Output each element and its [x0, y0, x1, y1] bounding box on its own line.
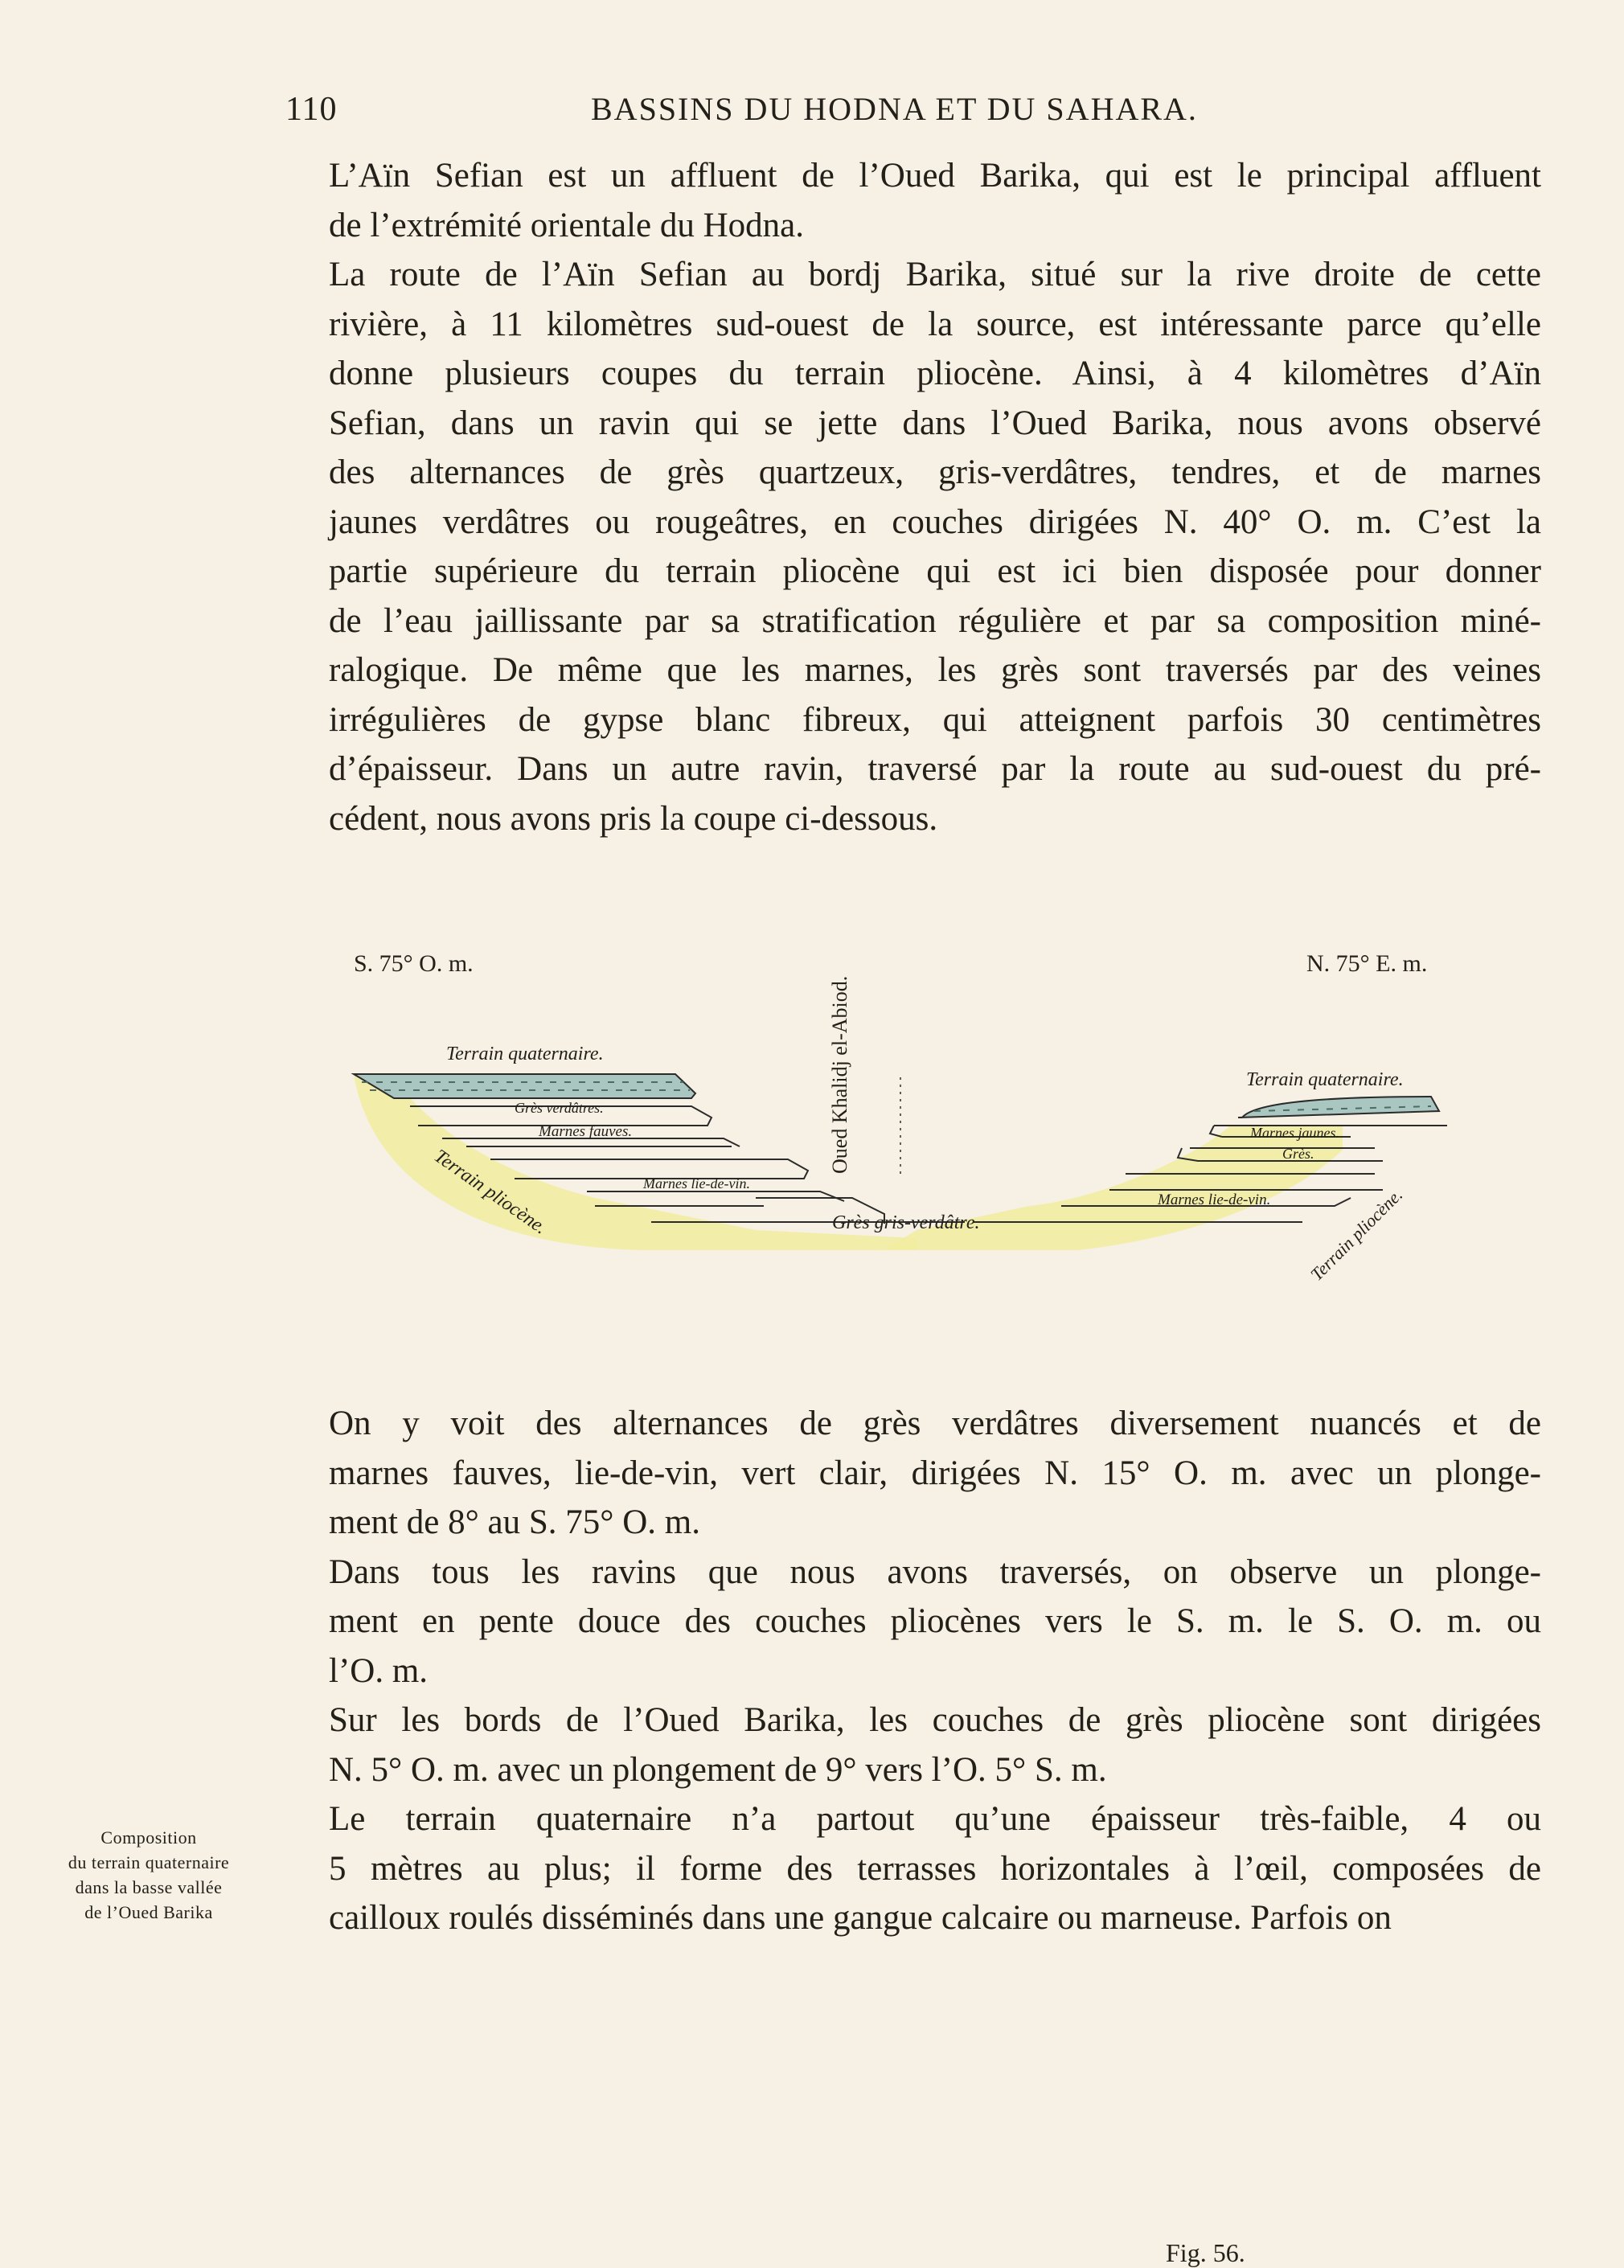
- left-marnes-lie-de-vin-label: Marnes lie-de-vin.: [643, 1175, 750, 1191]
- right-marnes-lie-de-vin-label: Marnes lie-de-vin.: [1158, 1191, 1271, 1208]
- text-line: 5 mètres au plus; il forme des terrasses horizontales à l’œil, composées de: [329, 1849, 1541, 1888]
- text-line: L’Aïn Sefian est un affluent de l’Oued Barika, qui est le principal affluent: [329, 157, 1541, 195]
- paragraph: [285, 250, 1541, 843]
- river-label: Oued Khalidj el-Abiod.: [828, 975, 851, 1174]
- text-line: rivière, à 11 kilomètres sud-ouest de la source, est intéressante parce qu’elle: [329, 305, 1541, 343]
- paragraph: [285, 151, 1541, 250]
- text-line: cédent, nous avons pris la coupe ci-dessous.: [329, 799, 938, 838]
- body-text-bottom: [285, 1399, 1541, 1943]
- body-text-top: [285, 151, 1541, 843]
- margin-note-line: du terrain quaternaire: [68, 1852, 230, 1872]
- text-line: partie supérieure du terrain pliocène qui est ici bien disposée pour donner: [329, 552, 1541, 590]
- text-line: des alternances de grès quartzeux, gris-verdâtres, tendres, et de marnes: [329, 453, 1541, 491]
- text-line: ment de 8° au S. 75° O. m.: [329, 1503, 700, 1541]
- text-line: La route de l’Aïn Sefian au bordj Barika, situé sur la rive droite de cette: [329, 256, 1541, 293]
- text-line: N. 5° O. m. avec un plongement de 9° vers l’O. 5° S. m.: [329, 1750, 1107, 1789]
- paragraph: [285, 1399, 1541, 1548]
- margin-note-line: Composition: [100, 1827, 197, 1848]
- text-line: d’épaisseur. Dans un autre ravin, traversé par la route au sud-ouest du pré-: [329, 750, 1541, 788]
- right-quaternary-label: Terrain quaternaire.: [1246, 1069, 1404, 1090]
- margin-note: [32, 1825, 265, 1925]
- right-marnes-jaunes-label: Marnes jaunes.: [1250, 1125, 1339, 1141]
- quaternary-right: [1238, 1097, 1439, 1118]
- left-terrain-pliocene-label: Terrain pliocène.: [430, 1146, 551, 1239]
- text-line: irrégulières de gypse blanc fibreux, qui atteignent parfois 30 centimètres: [329, 700, 1541, 739]
- quaternary-left: [354, 1074, 695, 1098]
- right-terrain-pliocene-label: Terrain pliocène.: [1306, 1184, 1407, 1285]
- text-line: Le terrain quaternaire n’a partout qu’une épaisseur très-faible, 4 ou: [329, 1800, 1541, 1838]
- text-line: donne plusieurs coupes du terrain pliocène. Ainsi, à 4 kilomètres d’Aïn: [329, 355, 1541, 392]
- left-marnes-fauves-label: Marnes fauves.: [539, 1123, 633, 1140]
- running-title: BASSINS DU HODNA ET DU SAHARA.: [591, 91, 1198, 127]
- figure-caption: Fig. 56.: [1166, 2238, 1245, 2267]
- text-line: l’O. m.: [329, 1651, 429, 1690]
- text-line: Sur les bords de l’Oued Barika, les couches de grès pliocène sont dirigées: [329, 1701, 1541, 1739]
- text-line: cailloux roulés disséminés dans une gangue calcaire ou marneuse. Parfois on: [329, 1899, 1392, 1937]
- paragraph: [285, 1794, 1541, 1943]
- text-line: ralogique. De même que les marnes, les grès sont traversés par des veines: [329, 651, 1541, 689]
- text-line: jaunes verdâtres ou rougeâtres, en couches dirigées N. 40° O. m. C’est la: [329, 502, 1541, 541]
- page-number: 110: [285, 91, 338, 128]
- paragraph: [285, 1548, 1541, 1696]
- orientation-right-label: N. 75° E. m.: [1306, 950, 1428, 977]
- gres-gris-verdatre-label: Grès gris-verdâtre.: [832, 1212, 980, 1233]
- text-line: On y voit des alternances de grès verdâtres diversement nuancés et de: [329, 1405, 1541, 1442]
- left-gres-verdatres-label: Grès verdâtres.: [515, 1100, 604, 1116]
- text-line: Dans tous les ravins que nous avons traversés, on observe un plonge-: [329, 1552, 1541, 1591]
- text-line: Sefian, dans un ravin qui se jette dans l’Oued Barika, nous avons observé: [329, 404, 1541, 442]
- text-line: ment en pente douce des couches pliocènes vers le S. m. le S. O. m. ou: [329, 1602, 1541, 1640]
- paragraph: [285, 1696, 1541, 1794]
- right-gres-label: Grès.: [1282, 1146, 1314, 1162]
- margin-note-line: dans la basse vallée: [75, 1877, 223, 1897]
- left-quaternary-label: Terrain quaternaire.: [446, 1044, 604, 1064]
- margin-note-line: de l’Oued Barika: [84, 1902, 213, 1922]
- orientation-left-label: S. 75° O. m.: [354, 950, 474, 977]
- page-header: [285, 90, 1234, 138]
- cross-section-drawing: [306, 933, 1479, 1351]
- text-line: marnes fauves, lie-de-vin, vert clair, dirigées N. 15° O. m. avec un plonge-: [329, 1454, 1541, 1492]
- text-line: de l’extrémité orientale du Hodna.: [329, 206, 805, 244]
- text-line: de l’eau jaillissante par sa stratification régulière et par sa composition miné-: [329, 601, 1541, 640]
